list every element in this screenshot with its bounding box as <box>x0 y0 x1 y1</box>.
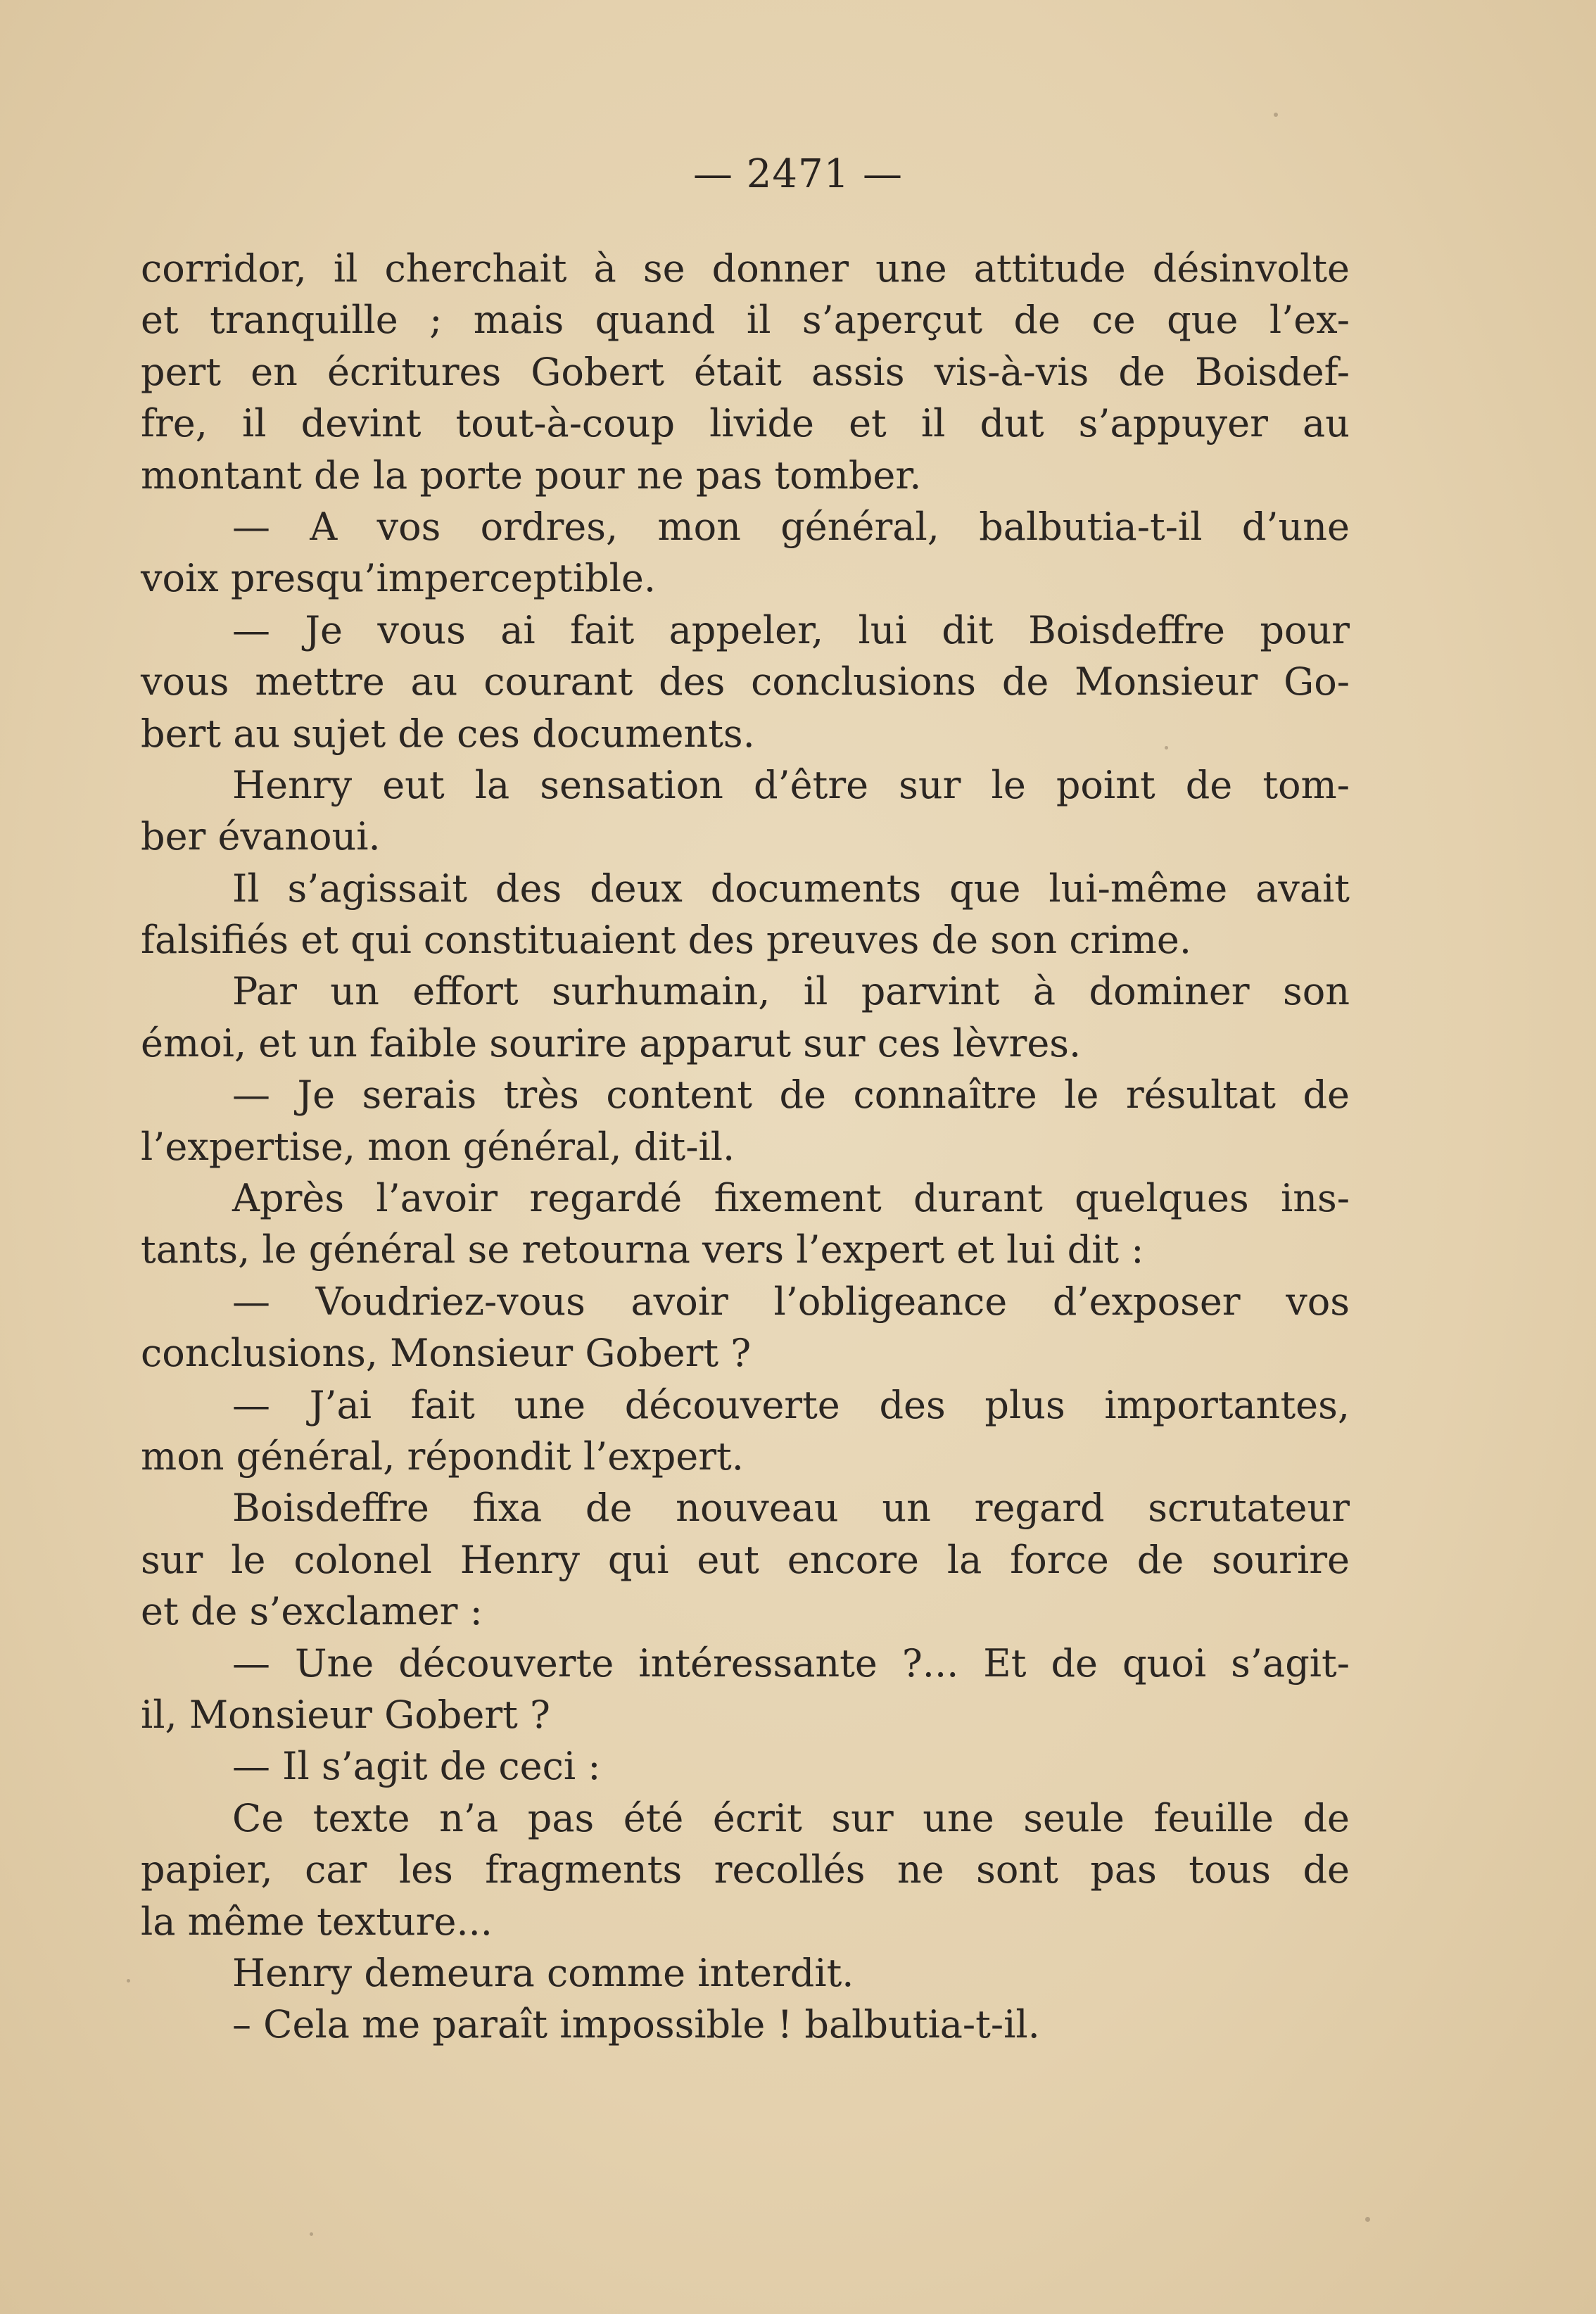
text-line: — A vos ordres, mon général, balbutia-t-il d’une <box>232 504 1350 549</box>
paper-speck <box>1165 746 1168 750</box>
text-line: — Une découverte intéressante ?... Et de quoi s’agit- <box>232 1640 1350 1686</box>
text-line: — Voudriez-vous avoir l’obligeance d’exposer vos <box>232 1279 1350 1324</box>
text-line: Ce texte n’a pas été écrit sur une seule feuille de <box>232 1795 1350 1840</box>
text-line: Après l’avoir regardé fixement durant quelques ins- <box>232 1176 1350 1221</box>
text-line: — J’ai fait une découverte des plus importantes, <box>232 1382 1350 1427</box>
text-line: fre, il devint tout-à-coup livide et il dut s’appuyer au <box>141 401 1350 446</box>
text-line: papier, car les fragments recollés ne sont pas tous de <box>141 1847 1350 1892</box>
text-line: la même texture... <box>141 1899 493 1944</box>
text-line: émoi, et un faible sourire apparut sur ces lèvres. <box>141 1020 1082 1066</box>
text-line: — Je vous ai fait appeler, lui dit Boisdeffre pour <box>232 607 1350 652</box>
text-line: Henry eut la sensation d’être sur le point de tom- <box>232 762 1350 807</box>
text-line: pert en écritures Gobert était assis vis-à-vis de Boisdef- <box>141 349 1350 394</box>
text-line: ber évanoui. <box>141 814 381 859</box>
body-text <box>141 243 1350 2051</box>
text-line: Par un effort surhumain, il parvint à dominer son <box>232 969 1350 1014</box>
text-line: voix presqu’imperceptible. <box>141 556 656 601</box>
text-line: montant de la porte pour ne pas tomber. <box>141 453 922 498</box>
text-line: l’expertise, mon général, dit-il. <box>141 1124 735 1169</box>
text-line: mon général, répondit l’expert. <box>141 1434 744 1479</box>
text-line: Henry demeura comme interdit. <box>232 1950 854 1995</box>
paper-speck <box>1274 113 1278 117</box>
paper-speck <box>1365 2217 1370 2222</box>
text-line: il, Monsieur Gobert ? <box>141 1692 550 1737</box>
text-line: corridor, il cherchait à se donner une attitude désinvolte <box>141 246 1350 291</box>
paper-speck <box>127 1979 130 1983</box>
text-line: sur le colonel Henry qui eut encore la force de sourire <box>141 1537 1350 1582</box>
page-number: — 2471 — <box>692 151 904 197</box>
text-line: tants, le général se retourna vers l’expert et lui dit : <box>141 1227 1144 1272</box>
text-line: — Je serais très content de connaître le résultat de <box>232 1073 1350 1118</box>
text-line: et tranquille ; mais quand il s’aperçut de ce que l’ex- <box>141 298 1350 343</box>
paper-speck <box>310 2232 313 2236</box>
text-line: falsifiés et qui constituaient des preuves de son crime. <box>141 918 1192 963</box>
text-line: conclusions, Monsieur Gobert ? <box>141 1331 752 1376</box>
text-line: – Cela me paraît impossible ! balbutia-t-il. <box>232 2002 1040 2047</box>
text-line: Il s’agissait des deux documents que lui-même avait <box>232 866 1350 911</box>
text-line: bert au sujet de ces documents. <box>141 711 755 756</box>
text-line: — Il s’agit de ceci : <box>232 1744 601 1789</box>
text-line: Boisdeffre fixa de nouveau un regard scrutateur <box>232 1486 1350 1531</box>
text-line: vous mettre au courant des conclusions de Monsieur Go- <box>141 659 1350 704</box>
text-line: et de s’exclamer : <box>141 1589 483 1634</box>
